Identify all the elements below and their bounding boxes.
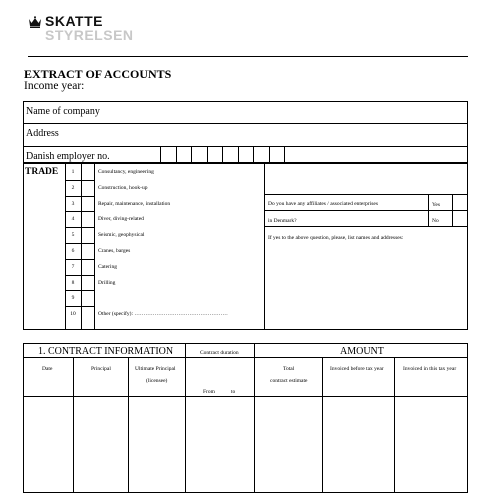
trade-item-checkbox[interactable] [82, 212, 94, 228]
trade-item-checkbox[interactable] [82, 228, 94, 244]
company-name-field[interactable]: Name of company [26, 106, 100, 117]
col-to: to [231, 389, 236, 395]
contract-header-line [23, 357, 468, 358]
employer-number-label: Danish employer no. [26, 151, 110, 162]
affiliate-question-line1: Do you have any affiliates / associated enterprises [268, 201, 379, 207]
trade-item-label: Consultancy, engineering [98, 169, 154, 175]
contract-col-line [322, 357, 323, 493]
contract-section-box [23, 343, 468, 493]
trade-item-label: Drilling [98, 279, 116, 286]
contract-col-line [394, 357, 395, 493]
trade-item-label: Cranes, barges [98, 248, 131, 254]
affiliate-question-line2: in Denmark? [268, 218, 297, 224]
col-invoiced-this: Invoiced in this tax year [403, 366, 457, 372]
employer-digit-box[interactable] [191, 147, 207, 163]
contract-subheader-line [23, 396, 468, 397]
amount-title: AMOUNT [340, 346, 384, 357]
header-rule [28, 56, 468, 57]
trade-item-checkbox[interactable] [82, 307, 94, 323]
trade-item-number: 3 [71, 200, 75, 207]
trade-item-number: 5 [71, 232, 75, 239]
trade-item-number: 6 [71, 248, 75, 254]
yes-label: Yes [432, 202, 441, 208]
logo-text-styrelsen: STYRELSEN [45, 27, 134, 43]
address-field[interactable]: Address [26, 128, 59, 139]
trade-item-checkbox[interactable] [82, 291, 94, 307]
employer-digit-box[interactable] [253, 147, 269, 163]
employer-digit-box[interactable] [176, 147, 192, 163]
divider [23, 123, 468, 124]
contract-col-line [73, 357, 74, 493]
affiliate-col-line [428, 194, 429, 226]
trade-col-line [94, 163, 95, 330]
col-total-1: Total [283, 366, 295, 372]
col-ultimate-1: Ultimate Principal [135, 366, 176, 372]
employer-digit-box[interactable] [222, 147, 238, 163]
logo-text-skatte: SKATTE [45, 13, 103, 29]
trade-item-checkbox[interactable] [82, 260, 94, 276]
col-from: From [203, 389, 215, 395]
trade-row-line [65, 306, 94, 307]
trade-item-label: Construction, hook-up [98, 184, 148, 191]
income-year-label: Income year: [24, 80, 85, 92]
trade-item-label: Repair, maintenance, installation [98, 200, 171, 207]
trade-col-line [264, 163, 265, 330]
contract-col-line [254, 343, 255, 493]
employer-box-end [284, 147, 285, 163]
trade-item-checkbox[interactable] [82, 181, 94, 197]
employer-digit-box[interactable] [160, 147, 176, 163]
trade-item-number: 7 [71, 263, 75, 270]
contract-col-line [128, 357, 129, 493]
affiliate-mid-line [264, 210, 468, 211]
col-date: Date [42, 366, 53, 372]
employer-digit-box[interactable] [269, 147, 285, 163]
trade-item-number: 9 [71, 295, 75, 302]
trade-item-label: Seismic, geophysical [98, 232, 145, 239]
trade-item-checkbox[interactable] [82, 165, 94, 181]
yes-checkbox[interactable] [453, 195, 468, 210]
affiliate-list-prompt: If yes to the above question, please, list names and addresses: [268, 235, 404, 241]
trade-label: TRADE [25, 167, 59, 177]
no-checkbox[interactable] [453, 211, 468, 226]
trade-item-checkbox[interactable] [82, 276, 94, 292]
document-title: EXTRACT OF ACCOUNTS [24, 67, 172, 81]
trade-item-number: 8 [71, 279, 75, 286]
trade-item-number: 2 [71, 184, 75, 191]
crown-icon [28, 16, 42, 28]
trade-item-number: 10 [70, 311, 76, 318]
trade-item-checkbox[interactable] [82, 244, 94, 260]
trade-item-checkbox[interactable] [82, 197, 94, 213]
affiliate-bottom-line [264, 226, 468, 227]
trade-item-number: 1 [71, 169, 75, 175]
col-invoiced-before: Invoiced before tax year [330, 366, 384, 372]
trade-item-label: Catering [98, 263, 117, 270]
affiliate-top-line [264, 194, 468, 195]
contract-col-line [185, 343, 186, 493]
contract-duration-label: Contract duration [200, 350, 239, 356]
employer-digit-box[interactable] [238, 147, 254, 163]
no-label: No [432, 218, 439, 224]
contract-section-title: 1. CONTRACT INFORMATION [38, 346, 174, 357]
trade-item-number: 4 [71, 216, 75, 223]
trade-item-label: Diver, diving-related [98, 216, 144, 223]
col-ultimate-2: (licensee) [146, 378, 168, 384]
employer-digit-box[interactable] [207, 147, 223, 163]
trade-item-label: Other (specify): …………………………………………… [98, 311, 228, 318]
col-principal: Principal [91, 366, 111, 372]
col-total-2: contract estimate [270, 378, 308, 384]
